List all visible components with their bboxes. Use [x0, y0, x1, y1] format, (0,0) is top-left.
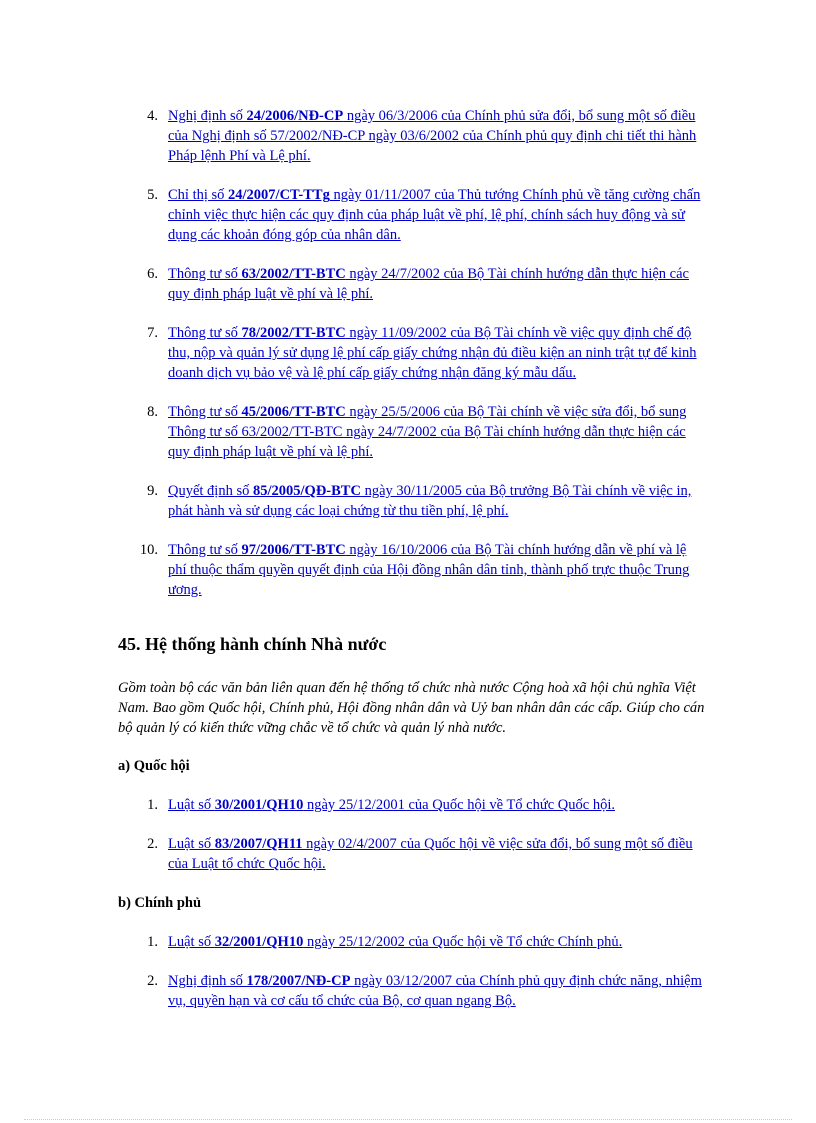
link-rest: ngày 06/3/2006 của Chính phủ sửa đổi, bổ sung một số điều của Nghị định số 57/2002/NĐ-CP ngày 03/6/2002 của Chính phủ quy định chi tiết thi hành Pháp lệnh Phí và Lệ phí.: [168, 108, 697, 164]
document-link[interactable]: [168, 323, 703, 383]
list-number: 9.: [147, 483, 158, 499]
link-rest: ngày 25/12/2001 của Quốc hội về Tổ chức Quốc hội.: [303, 797, 615, 813]
government-list: [120, 932, 703, 1011]
list-item: [120, 323, 703, 383]
list-item: [120, 540, 703, 600]
document-code: 83/2007/QH11: [214, 836, 303, 852]
list-item: [120, 932, 703, 952]
link-rest: ngày 25/12/2002 của Quốc hội về Tổ chức Chính phủ.: [303, 934, 623, 950]
document-code: 85/2005/QĐ-BTC: [252, 483, 361, 499]
link-prefix: Chỉ thị số: [168, 187, 229, 203]
link-rest: ngày 16/10/2006 của Bộ Tài chính hướng dẫn về phí và lệ phí thuộc thẩm quyền quyết định của Hội đồng nhân dân tỉnh, thành phố trực thuộc Trung ương.: [168, 542, 690, 598]
document-code: 24/2007/CT-TTg: [228, 187, 330, 203]
list-item: [120, 402, 703, 462]
document-link[interactable]: [168, 540, 703, 600]
link-prefix: Nghị định số: [168, 108, 247, 124]
list-number: 1.: [147, 797, 158, 813]
link-prefix: Quyết định số: [168, 483, 253, 499]
link-rest: ngày 30/11/2005 của Bộ trưởng Bộ Tài chính về việc in, phát hành và sử dụng các loại chứng từ thu tiền phí, lệ phí.: [168, 483, 692, 519]
link-prefix: Luật số: [168, 797, 215, 813]
subheading-government: b) Chính phủ: [118, 895, 202, 911]
document-code: 32/2001/QH10: [214, 934, 304, 950]
list-number: 1.: [147, 934, 158, 950]
national-assembly-list: [120, 795, 703, 874]
list-item: [120, 795, 703, 815]
subheading-national-assembly: a) Quốc hội: [118, 758, 190, 774]
document-link[interactable]: [168, 795, 703, 815]
link-prefix: Nghị định số: [168, 973, 247, 989]
document-link[interactable]: [168, 834, 703, 874]
list-number: 8.: [147, 404, 158, 420]
link-rest: ngày 01/11/2007 của Thủ tướng Chính phủ về tăng cường chấn chỉnh việc thực hiện các quy định của pháp luật về phí, lệ phí, chính sách huy động và sử dụng các khoản đóng góp của nhân dân.: [168, 187, 701, 243]
list-item: [120, 106, 703, 166]
link-rest: ngày 25/5/2006 của Bộ Tài chính về việc sửa đổi, bổ sung Thông tư số 63/2002/TT-BTC ngày 24/7/2002 của Bộ Tài chính hướng dẫn thực hiện các quy định pháp luật về phí và lệ phí.: [168, 404, 687, 460]
list-item: [120, 481, 703, 521]
document-link[interactable]: [168, 481, 703, 521]
list-item: [120, 834, 703, 874]
list-number: 2.: [147, 973, 158, 989]
document-link[interactable]: [168, 264, 703, 304]
document-link[interactable]: [168, 185, 703, 245]
list-number: 10.: [139, 542, 158, 558]
section-intro: Gồm toàn bộ các văn bản liên quan đến hệ thống tổ chức nhà nước Cộng hoà xã hội chủ nghĩa Việt Nam. Bao gồm Quốc hội, Chính phủ, Hội đồng nhân dân và Uỷ ban nhân dân các cấp. Giúp cho cán bộ quản lý có kiến thức vững chắc về tổ chức và quản lý nhà nước.: [118, 680, 705, 736]
section-heading: 45. Hệ thống hành chính Nhà nước: [118, 634, 387, 654]
link-rest: ngày 03/12/2007 của Chính phủ quy định chức năng, nhiệm vụ, quyền hạn và cơ cấu tổ chức của Bộ, cơ quan ngang Bộ.: [168, 973, 702, 1009]
document-link[interactable]: [168, 971, 703, 1011]
document-link[interactable]: [168, 402, 703, 462]
document-code: 24/2006/NĐ-CP: [246, 108, 344, 124]
link-prefix: Thông tư số: [168, 542, 242, 558]
document-code: 30/2001/QH10: [214, 797, 304, 813]
link-prefix: Luật số: [168, 836, 215, 852]
page-bottom-divider: [24, 1119, 792, 1120]
document-code: 78/2002/TT-BTC: [241, 325, 346, 341]
link-rest: ngày 24/7/2002 của Bộ Tài chính hướng dẫn thực hiện các quy định pháp luật về phí và lệ phí.: [168, 266, 689, 302]
link-rest: ngày 02/4/2007 của Quốc hội về việc sửa đổi, bổ sung một số điều của Luật tổ chức Quốc hội.: [168, 836, 693, 872]
link-rest: ngày 11/09/2002 của Bộ Tài chính về việc quy định chế độ thu, nộp và quản lý sử dụng lệ phí cấp giấy chứng nhận đủ điều kiện an ninh trật tự để kinh doanh dịch vụ bảo vệ và lệ phí cấp giấy chứng nhận đăng ký mẫu dấu.: [168, 325, 697, 381]
list-number: 2.: [147, 836, 158, 852]
document-code: 63/2002/TT-BTC: [241, 266, 346, 282]
link-prefix: Thông tư số: [168, 325, 242, 341]
link-prefix: Thông tư số: [168, 404, 242, 420]
list-item: [120, 185, 703, 245]
link-prefix: Thông tư số: [168, 266, 242, 282]
list-item: [120, 971, 703, 1011]
list-item: [120, 264, 703, 304]
document-code: 178/2007/NĐ-CP: [246, 973, 351, 989]
list-number: 5.: [147, 187, 158, 203]
document-code: 45/2006/TT-BTC: [241, 404, 346, 420]
document-link[interactable]: [168, 106, 703, 166]
fee-regulation-list: [120, 106, 703, 600]
link-prefix: Luật số: [168, 934, 215, 950]
document-link[interactable]: [168, 932, 703, 952]
list-number: 6.: [147, 266, 158, 282]
list-number: 4.: [147, 108, 158, 124]
document-code: 97/2006/TT-BTC: [241, 542, 346, 558]
list-number: 7.: [147, 325, 158, 341]
